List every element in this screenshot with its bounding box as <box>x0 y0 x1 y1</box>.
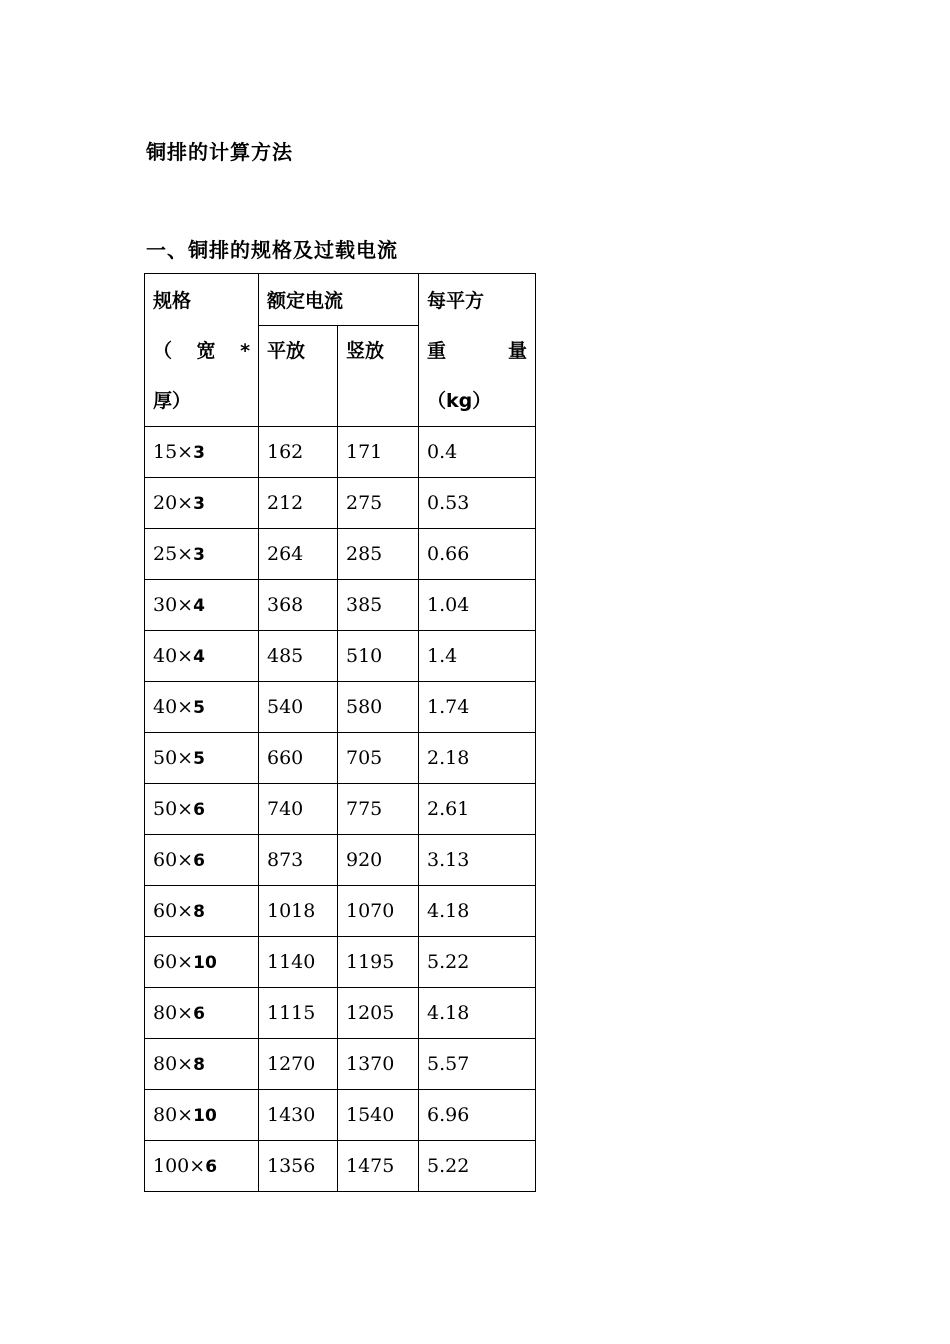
header-spec-star: * <box>240 340 250 362</box>
cell-vertical-current: 580 <box>338 682 419 733</box>
table-row <box>145 937 536 988</box>
spec-width: 25× <box>153 543 194 565</box>
cell-weight: 1.74 <box>419 682 536 733</box>
cell-flat-current: 368 <box>259 580 338 631</box>
cell-vertical-current: 285 <box>338 529 419 580</box>
cell-weight: 0.4 <box>419 427 536 478</box>
cell-spec <box>145 478 259 529</box>
cell-spec <box>145 988 259 1039</box>
cell-vertical-current: 705 <box>338 733 419 784</box>
header-weight-line2 <box>427 326 527 376</box>
header-vertical: 竖放 <box>338 325 419 426</box>
spec-thickness: 10 <box>193 953 217 973</box>
cell-vertical-current: 1070 <box>338 886 419 937</box>
table-row <box>145 529 536 580</box>
table-row <box>145 1090 536 1141</box>
cell-vertical-current: 1195 <box>338 937 419 988</box>
spec-width: 30× <box>153 594 194 616</box>
cell-flat-current: 264 <box>259 529 338 580</box>
spec-width: 100× <box>153 1155 206 1177</box>
spec-thickness: 6 <box>205 1157 218 1177</box>
cell-weight: 4.18 <box>419 988 536 1039</box>
cell-vertical-current: 275 <box>338 478 419 529</box>
cell-flat-current: 1430 <box>259 1090 338 1141</box>
spec-thickness: 5 <box>193 749 205 769</box>
document-title: 铜排的计算方法 <box>146 140 293 164</box>
table-row <box>145 478 536 529</box>
cell-flat-current: 540 <box>259 682 338 733</box>
cell-spec <box>145 886 259 937</box>
cell-flat-current: 1356 <box>259 1141 338 1192</box>
cell-vertical-current: 1540 <box>338 1090 419 1141</box>
cell-spec <box>145 427 259 478</box>
spec-thickness: 4 <box>193 647 205 667</box>
spec-width: 80× <box>153 1053 194 1075</box>
spec-width: 50× <box>153 798 194 820</box>
cell-vertical-current: 1475 <box>338 1141 419 1192</box>
cell-spec <box>145 835 259 886</box>
cell-weight: 5.57 <box>419 1039 536 1090</box>
cell-flat-current: 485 <box>259 631 338 682</box>
header-weight-line3: （kg） <box>427 390 492 412</box>
cell-spec <box>145 1141 259 1192</box>
cell-flat-current: 1140 <box>259 937 338 988</box>
cell-vertical-current: 1205 <box>338 988 419 1039</box>
cell-flat-current: 1018 <box>259 886 338 937</box>
header-weight-zhong: 重 <box>427 340 447 362</box>
spec-width: 60× <box>153 849 194 871</box>
cell-spec <box>145 1039 259 1090</box>
spec-width: 60× <box>153 900 194 922</box>
table-row <box>145 733 536 784</box>
spec-thickness: 8 <box>193 902 205 922</box>
table-row <box>145 427 536 478</box>
cell-spec <box>145 733 259 784</box>
spec-width: 60× <box>153 951 194 973</box>
header-spec-line3: 厚） <box>153 390 192 412</box>
table-header-row <box>145 274 536 326</box>
cell-flat-current: 660 <box>259 733 338 784</box>
cell-weight: 5.22 <box>419 937 536 988</box>
cell-weight: 0.53 <box>419 478 536 529</box>
busbar-spec-table <box>144 273 536 1192</box>
spec-thickness: 6 <box>193 851 205 871</box>
table-row <box>145 835 536 886</box>
spec-width: 15× <box>153 441 194 463</box>
header-spec <box>145 274 259 427</box>
header-weight-liang: 量 <box>508 340 528 362</box>
cell-spec <box>145 1090 259 1141</box>
cell-spec <box>145 529 259 580</box>
spec-thickness: 6 <box>193 1004 205 1024</box>
spec-thickness: 8 <box>193 1055 205 1075</box>
spec-thickness: 3 <box>193 494 205 514</box>
spec-width: 20× <box>153 492 194 514</box>
spec-thickness: 10 <box>193 1106 217 1126</box>
cell-vertical-current: 171 <box>338 427 419 478</box>
table-row <box>145 886 536 937</box>
header-spec-width: 宽 <box>196 340 216 362</box>
header-spec-paren: （ <box>153 340 173 362</box>
header-spec-line1: 规格 <box>153 290 192 312</box>
cell-flat-current: 1115 <box>259 988 338 1039</box>
spec-thickness: 6 <box>193 800 205 820</box>
cell-spec <box>145 784 259 835</box>
cell-flat-current: 740 <box>259 784 338 835</box>
table-row <box>145 1039 536 1090</box>
cell-weight: 1.04 <box>419 580 536 631</box>
spec-thickness: 3 <box>193 443 205 463</box>
cell-spec <box>145 937 259 988</box>
spec-width: 40× <box>153 696 194 718</box>
cell-flat-current: 162 <box>259 427 338 478</box>
cell-spec <box>145 580 259 631</box>
cell-vertical-current: 920 <box>338 835 419 886</box>
cell-flat-current: 1270 <box>259 1039 338 1090</box>
table-row <box>145 988 536 1039</box>
cell-weight: 1.4 <box>419 631 536 682</box>
spec-thickness: 4 <box>193 596 205 616</box>
spec-thickness: 5 <box>193 698 205 718</box>
header-spec-line2 <box>153 326 250 376</box>
spec-width: 80× <box>153 1104 194 1126</box>
table-row <box>145 1141 536 1192</box>
cell-vertical-current: 510 <box>338 631 419 682</box>
cell-vertical-current: 385 <box>338 580 419 631</box>
header-flat: 平放 <box>259 325 338 426</box>
section-heading: 一、铜排的规格及过载电流 <box>146 238 398 262</box>
header-weight <box>419 274 536 427</box>
table-row <box>145 580 536 631</box>
cell-weight: 2.61 <box>419 784 536 835</box>
cell-weight: 0.66 <box>419 529 536 580</box>
spec-width: 80× <box>153 1002 194 1024</box>
table-row <box>145 784 536 835</box>
cell-weight: 6.96 <box>419 1090 536 1141</box>
header-weight-line1: 每平方 <box>427 290 485 312</box>
cell-spec <box>145 682 259 733</box>
spec-width: 50× <box>153 747 194 769</box>
cell-weight: 2.18 <box>419 733 536 784</box>
table-row <box>145 631 536 682</box>
spec-thickness: 3 <box>193 545 205 565</box>
header-rated-current: 额定电流 <box>259 274 419 326</box>
cell-weight: 5.22 <box>419 1141 536 1192</box>
cell-flat-current: 212 <box>259 478 338 529</box>
cell-vertical-current: 775 <box>338 784 419 835</box>
cell-weight: 3.13 <box>419 835 536 886</box>
cell-vertical-current: 1370 <box>338 1039 419 1090</box>
cell-spec <box>145 631 259 682</box>
cell-weight: 4.18 <box>419 886 536 937</box>
cell-flat-current: 873 <box>259 835 338 886</box>
table-row <box>145 682 536 733</box>
spec-width: 40× <box>153 645 194 667</box>
